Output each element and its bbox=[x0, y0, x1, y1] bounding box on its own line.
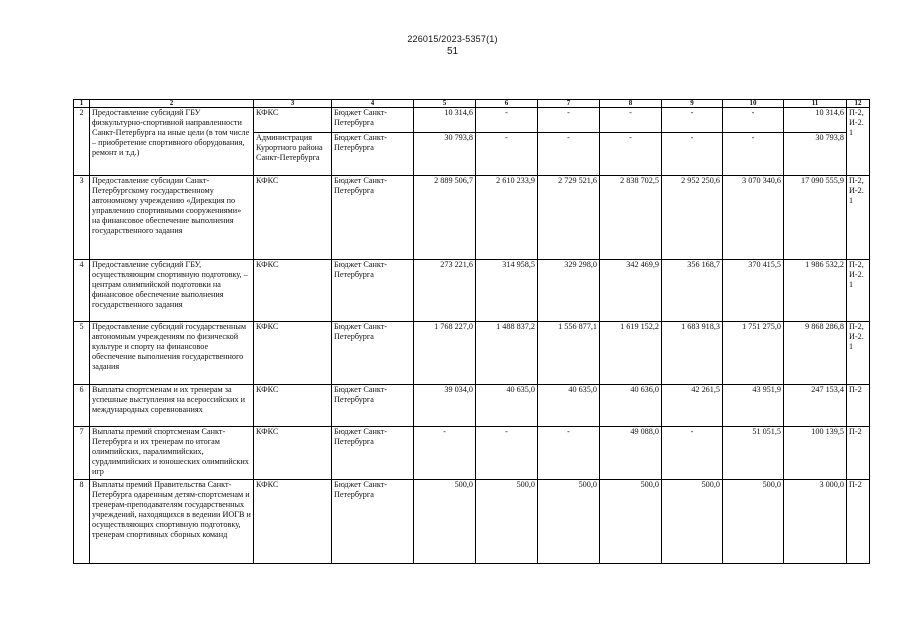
column-number: 12 bbox=[847, 100, 870, 108]
column-number: 9 bbox=[662, 100, 723, 108]
amount-cell: 1 556 877,1 bbox=[538, 322, 600, 385]
amount-cell: 500,0 bbox=[662, 480, 723, 564]
activity-name: Выплаты премий Правительства Санкт-Петербурга одаренным детям-спортсменам и тренерам-преподавателям государственных учреждений, находящихся в ведении ИОГВ и осуществляющих спортивную подготовку, тренерам спортивных сборных команд bbox=[90, 480, 254, 564]
executor: КФКС bbox=[254, 427, 332, 480]
executor: КФКС bbox=[254, 108, 332, 133]
table-row bbox=[74, 322, 870, 385]
column-number: 4 bbox=[332, 100, 414, 108]
indicator-cell: П-2, И-2.1 bbox=[847, 176, 870, 260]
indicator-cell: П-2 bbox=[847, 480, 870, 564]
activity-name: Предоставление субсидий ГБУ физкультурно-спортивной направленности Санкт-Петербурга на иные цели (в том числе – приобретение спортивного оборудования, ремонт и т.д.) bbox=[90, 108, 254, 176]
amount-cell: - bbox=[600, 133, 662, 176]
amount-cell: 370 415,5 bbox=[723, 260, 784, 322]
activity-name: Предоставление субсидий ГБУ, осуществляющим спортивную подготовку, – центрам олимпийской подготовки на финансовое обеспечение выполнения государственного задания bbox=[90, 260, 254, 322]
row-number: 7 bbox=[74, 427, 90, 480]
amount-cell: - bbox=[476, 427, 538, 480]
amount-cell: - bbox=[600, 108, 662, 133]
total-cell: 9 868 286,8 bbox=[784, 322, 847, 385]
amount-cell: 40 636,0 bbox=[600, 385, 662, 427]
row-number: 5 bbox=[74, 322, 90, 385]
amount-cell: 2 610 233,9 bbox=[476, 176, 538, 260]
funding-source: Бюджет Санкт-Петербурга bbox=[332, 480, 414, 564]
indicator-cell: П-2 bbox=[847, 427, 870, 480]
funding-source: Бюджет Санкт-Петербурга bbox=[332, 427, 414, 480]
total-cell: 100 139,5 bbox=[784, 427, 847, 480]
table-row bbox=[74, 480, 870, 564]
total-cell: 1 986 532,2 bbox=[784, 260, 847, 322]
amount-cell: - bbox=[723, 108, 784, 133]
amount-cell: - bbox=[476, 108, 538, 133]
executor: КФКС bbox=[254, 322, 332, 385]
total-cell: 10 314,6 bbox=[784, 108, 847, 133]
amount-cell: 39 034,0 bbox=[414, 385, 476, 427]
amount-cell: 1 751 275,0 bbox=[723, 322, 784, 385]
amount-cell: - bbox=[476, 133, 538, 176]
amount-cell: 51 051,5 bbox=[723, 427, 784, 480]
amount-cell: 500,0 bbox=[476, 480, 538, 564]
indicator-cell: П-2, И-2.1 bbox=[847, 108, 870, 176]
amount-cell: 10 314,6 bbox=[414, 108, 476, 133]
executor: КФКС bbox=[254, 176, 332, 260]
table-row bbox=[74, 260, 870, 322]
amount-cell: 42 261,5 bbox=[662, 385, 723, 427]
indicator-cell: П-2, И-2.1 bbox=[847, 322, 870, 385]
amount-cell: - bbox=[662, 427, 723, 480]
column-number: 6 bbox=[476, 100, 538, 108]
amount-cell: 2 889 506,7 bbox=[414, 176, 476, 260]
amount-cell: 342 469,9 bbox=[600, 260, 662, 322]
amount-cell: - bbox=[662, 133, 723, 176]
amount-cell: 1 619 152,2 bbox=[600, 322, 662, 385]
amount-cell: 40 635,0 bbox=[538, 385, 600, 427]
amount-cell: 2 838 702,5 bbox=[600, 176, 662, 260]
column-number: 1 bbox=[74, 100, 90, 108]
amount-cell: 273 221,6 bbox=[414, 260, 476, 322]
column-number: 11 bbox=[784, 100, 847, 108]
column-number: 3 bbox=[254, 100, 332, 108]
executor: КФКС bbox=[254, 385, 332, 427]
document-code: 226015/2023-5357(1) bbox=[407, 34, 498, 44]
activity-name: Выплаты премий спортсменам Санкт-Петербурга и их тренерам по итогам олимпийских, паралимпийских, сурдлимпийских и юношеских олимпийских игр bbox=[90, 427, 254, 480]
executor: КФКС bbox=[254, 480, 332, 564]
funding-source: Бюджет Санкт-Петербурга bbox=[332, 108, 414, 133]
funding-source: Бюджет Санкт-Петербурга bbox=[332, 133, 414, 176]
row-number: 3 bbox=[74, 176, 90, 260]
amount-cell: 40 635,0 bbox=[476, 385, 538, 427]
amount-cell: 500,0 bbox=[723, 480, 784, 564]
executor: КФКС bbox=[254, 260, 332, 322]
row-number: 4 bbox=[74, 260, 90, 322]
total-cell: 30 793,8 bbox=[784, 133, 847, 176]
amount-cell: 329 298,0 bbox=[538, 260, 600, 322]
amount-cell: 500,0 bbox=[538, 480, 600, 564]
page-number: 51 bbox=[446, 46, 459, 57]
total-cell: 3 000,0 bbox=[784, 480, 847, 564]
table-row bbox=[74, 427, 870, 480]
amount-cell: 1 683 918,3 bbox=[662, 322, 723, 385]
activity-name: Предоставление субсидии Санкт-Петербургскому государственному автономному учреждению «Дирекция по управлению спортивными сооружениями» на финансовое обеспечение выполнения государственного задания bbox=[90, 176, 254, 260]
amount-cell: 356 168,7 bbox=[662, 260, 723, 322]
amount-cell: 1 488 837,2 bbox=[476, 322, 538, 385]
amount-cell: - bbox=[538, 108, 600, 133]
table-row bbox=[74, 108, 870, 133]
funding-source: Бюджет Санкт-Петербурга bbox=[332, 385, 414, 427]
funding-source: Бюджет Санкт-Петербурга bbox=[332, 322, 414, 385]
total-cell: 247 153,4 bbox=[784, 385, 847, 427]
amount-cell: 2 952 250,6 bbox=[662, 176, 723, 260]
budget-table bbox=[73, 99, 870, 564]
amount-cell: 49 088,0 bbox=[600, 427, 662, 480]
row-number: 6 bbox=[74, 385, 90, 427]
amount-cell: 43 951,9 bbox=[723, 385, 784, 427]
amount-cell: 1 768 227,0 bbox=[414, 322, 476, 385]
column-number: 8 bbox=[600, 100, 662, 108]
amount-cell: - bbox=[723, 133, 784, 176]
row-number: 2 bbox=[74, 108, 90, 176]
indicator-cell: П-2 bbox=[847, 385, 870, 427]
table-row bbox=[74, 385, 870, 427]
column-number: 2 bbox=[90, 100, 254, 108]
amount-cell: 500,0 bbox=[600, 480, 662, 564]
column-number: 5 bbox=[414, 100, 476, 108]
total-cell: 17 090 555,9 bbox=[784, 176, 847, 260]
column-number: 10 bbox=[723, 100, 784, 108]
activity-name: Предоставление субсидий государственным автономным учреждениям по физической культуре и спорту на финансовое обеспечение выполнения государственного задания bbox=[90, 322, 254, 385]
amount-cell: - bbox=[538, 427, 600, 480]
amount-cell: 500,0 bbox=[414, 480, 476, 564]
amount-cell: - bbox=[662, 108, 723, 133]
amount-cell: - bbox=[414, 427, 476, 480]
column-number: 7 bbox=[538, 100, 600, 108]
amount-cell: 2 729 521,6 bbox=[538, 176, 600, 260]
amount-cell: - bbox=[538, 133, 600, 176]
column-number-row bbox=[74, 100, 870, 108]
table-row bbox=[74, 176, 870, 260]
row-number: 8 bbox=[74, 480, 90, 564]
amount-cell: 3 070 340,6 bbox=[723, 176, 784, 260]
amount-cell: 30 793,8 bbox=[414, 133, 476, 176]
activity-name: Выплаты спортсменам и их тренерам за успешные выступления на всероссийских и международных соревнованиях bbox=[90, 385, 254, 427]
funding-source: Бюджет Санкт-Петербурга bbox=[332, 260, 414, 322]
amount-cell: 314 958,5 bbox=[476, 260, 538, 322]
funding-source: Бюджет Санкт-Петербурга bbox=[332, 176, 414, 260]
indicator-cell: П-2, И-2.1 bbox=[847, 260, 870, 322]
executor: Администрация Курортного района Санкт-Петербурга bbox=[254, 133, 332, 176]
